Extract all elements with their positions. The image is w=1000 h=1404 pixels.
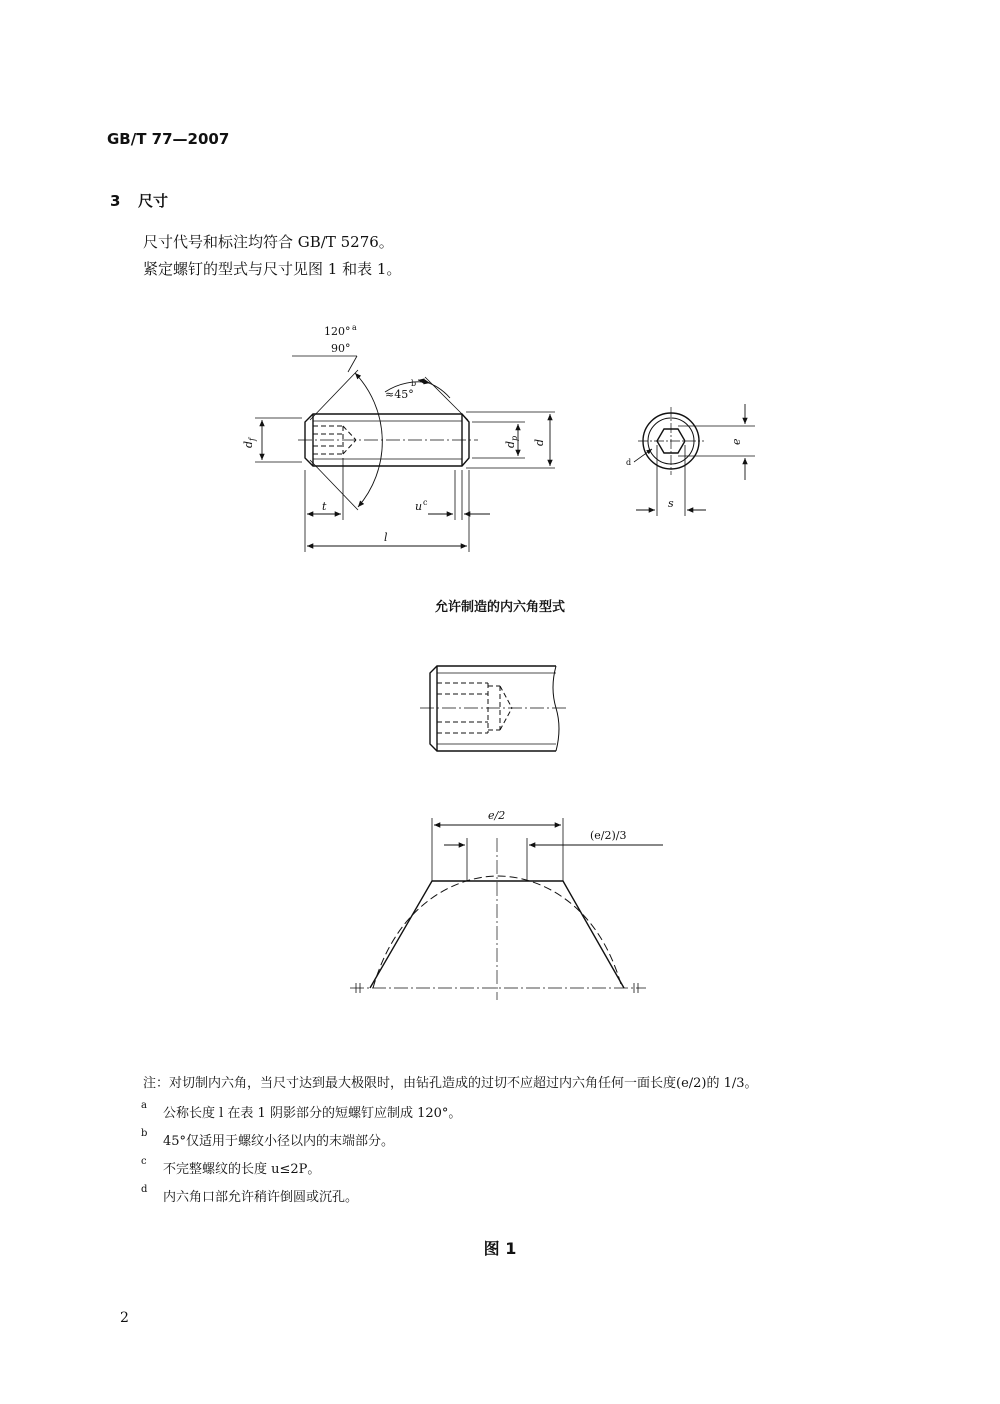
label-t: t — [322, 500, 327, 513]
paragraph-screw-types: 紧定螺钉的型式与尺寸见图 1 和表 1。 — [143, 260, 402, 278]
page-number: 2 — [120, 1310, 129, 1326]
section-title: 尺寸 — [138, 192, 169, 210]
label-angle-120-note: a — [352, 323, 357, 332]
figure-title: 图 1 — [483, 1239, 517, 1258]
label-df: $d_f$ — [242, 437, 257, 448]
label-e: e — [730, 438, 743, 445]
label-d: d — [533, 438, 546, 446]
label-dp: $d_p$ — [504, 435, 519, 448]
label-u: u — [415, 500, 423, 513]
section-number: 3 — [110, 192, 121, 210]
label-angle-45-note: b — [411, 379, 417, 388]
label-u-note: c — [423, 498, 428, 507]
d-note-leader — [634, 449, 652, 462]
paragraph-dimension-symbols: 尺寸代号和标注均符合 GB/T 5276。 — [143, 233, 394, 251]
label-e-half: e/2 — [488, 809, 506, 822]
label-d-note: d — [626, 458, 632, 467]
standard-code-header: GB/T 77—2007 — [107, 130, 230, 148]
label-e-half-third: (e/2)/3 — [590, 829, 627, 842]
label-l: l — [384, 531, 388, 544]
label-angle-45: ≈45° — [385, 388, 414, 401]
detail-drill-circle — [373, 876, 622, 988]
label-angle-120: 120° — [324, 325, 351, 338]
alt-hex-caption: 允许制造的内六角型式 — [434, 600, 565, 615]
alt-hex-break-line — [553, 666, 559, 751]
label-angle-90: 90° — [331, 342, 351, 355]
label-s: s — [668, 497, 674, 510]
note-main: 注：对切制内六角，当尺寸达到最大极限时，由钻孔造成的过切不应超过内六角任何一面长度(e/2)的 1/3。 — [143, 1076, 758, 1091]
alt-hex-body-outline — [430, 666, 556, 751]
